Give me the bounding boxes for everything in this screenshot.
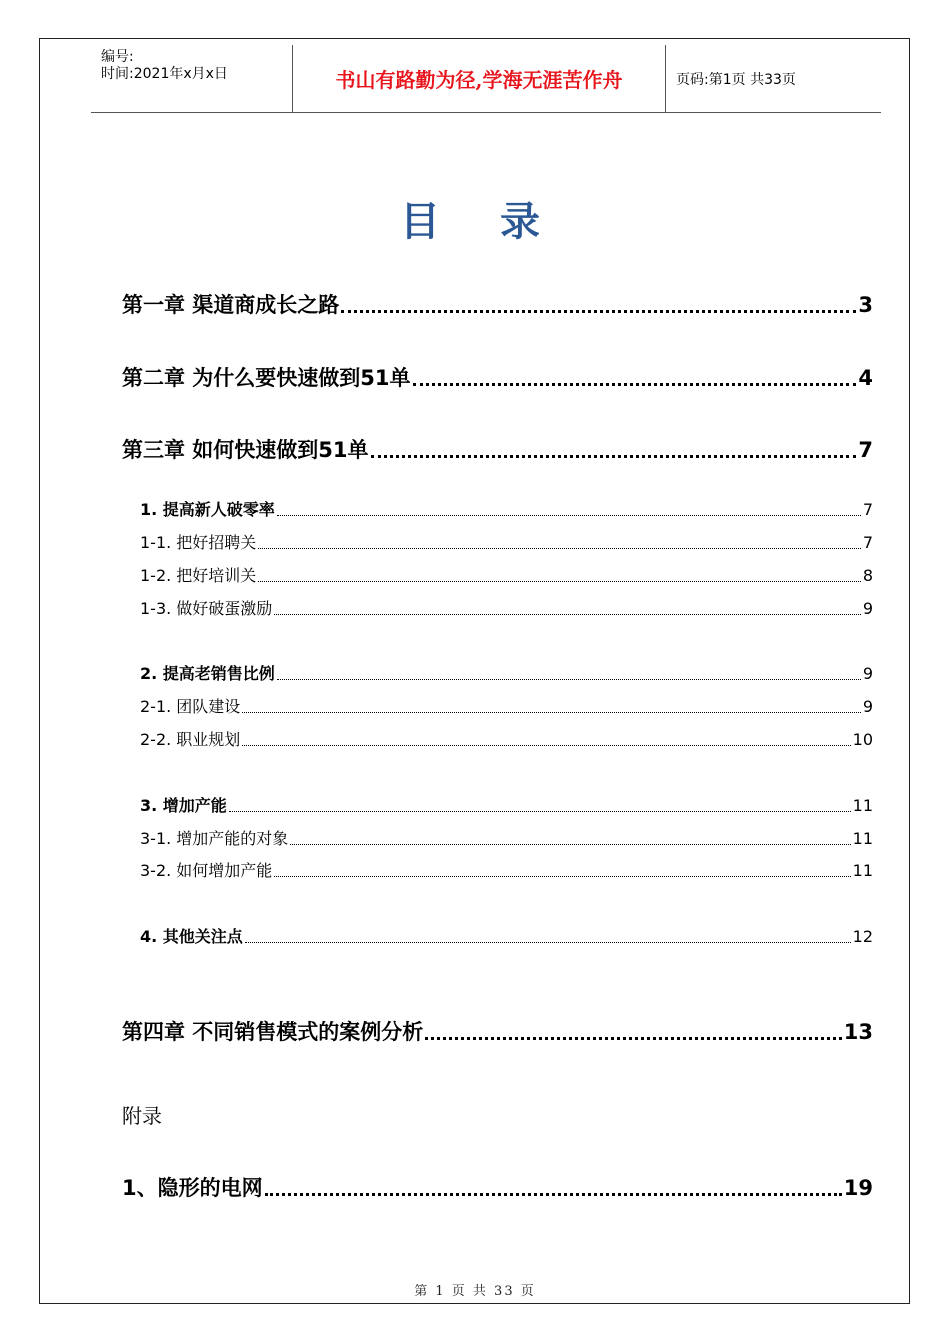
dot-leader [265, 1193, 842, 1196]
toc-section[interactable] [140, 826, 873, 849]
toc-label: 1-3. 做好破蛋激励 [140, 599, 273, 618]
toc-chapter-3[interactable] [122, 434, 873, 464]
toc-section[interactable] [140, 694, 873, 717]
toc-label: 第四章 不同销售模式的案例分析 [122, 1020, 424, 1044]
toc-label: 第一章 渠道商成长之路 [122, 293, 340, 317]
dot-leader [290, 844, 850, 845]
toc-section[interactable] [140, 497, 873, 520]
dot-leader [277, 515, 861, 516]
toc-page: 13 [843, 1020, 873, 1044]
dot-leader [274, 876, 850, 877]
page-header [91, 45, 881, 113]
toc-chapter-4[interactable] [122, 1016, 873, 1046]
toc-section[interactable] [140, 661, 873, 684]
toc-section[interactable] [140, 563, 873, 586]
time-label: 时间:2021年x月x日 [101, 66, 228, 82]
header-meta [91, 45, 293, 112]
dot-leader [258, 581, 861, 582]
dot-leader [245, 942, 851, 943]
page-footer: 第 1 页 共 33 页 [414, 1284, 536, 1299]
toc-label: 3-1. 增加产能的对象 [140, 829, 289, 848]
dot-leader [242, 712, 861, 713]
dot-leader [274, 614, 861, 615]
toc-section[interactable] [140, 727, 873, 750]
toc-page: 7 [862, 533, 873, 552]
toc-label: 2. 提高老销售比例 [140, 664, 275, 683]
toc-appendix-item[interactable] [122, 1172, 873, 1202]
toc-section[interactable] [140, 793, 873, 816]
header-motto: 书山有路勤为径,学海无涯苦作舟 [293, 45, 666, 112]
toc-page: 11 [852, 829, 873, 848]
dot-leader [425, 1037, 841, 1040]
dot-leader [413, 383, 857, 386]
header-page-label: 页码:第1页 共33页 [676, 71, 796, 88]
dot-leader [258, 548, 861, 549]
dot-leader [371, 455, 857, 458]
toc-page: 7 [858, 438, 873, 462]
toc-chapter-2[interactable] [122, 362, 873, 392]
toc-section[interactable] [140, 530, 873, 553]
toc-chapter-1[interactable] [122, 289, 873, 319]
toc-section[interactable] [140, 858, 873, 881]
toc-page: 19 [843, 1176, 873, 1200]
toc-page: 11 [852, 861, 873, 880]
toc-page: 4 [858, 366, 873, 390]
toc-label: 4. 其他关注点 [140, 927, 243, 946]
toc-title: 目录 [400, 199, 600, 245]
toc-section[interactable] [140, 596, 873, 619]
toc-label: 3. 增加产能 [140, 796, 227, 815]
number-label: 编号: [101, 49, 134, 65]
toc-label: 1. 提高新人破零率 [140, 500, 275, 519]
toc-page: 8 [862, 566, 873, 585]
toc-label: 2-2. 职业规划 [140, 730, 241, 749]
toc-page: 10 [852, 730, 873, 749]
dot-leader [229, 811, 851, 812]
toc-page: 11 [852, 796, 873, 815]
toc-label: 3-2. 如何增加产能 [140, 861, 273, 880]
appendix-title: 附录 [122, 1104, 162, 1128]
toc-label: 1、隐形的电网 [122, 1176, 263, 1200]
toc-page: 9 [862, 599, 873, 618]
toc-label: 2-1. 团队建设 [140, 697, 241, 716]
dot-leader [242, 745, 850, 746]
toc-label: 1-2. 把好培训关 [140, 566, 257, 585]
toc-label: 第二章 为什么要快速做到51单 [122, 366, 411, 390]
toc-label: 第三章 如何快速做到51单 [122, 438, 369, 462]
toc-label: 1-1. 把好招聘关 [140, 533, 257, 552]
toc-page: 9 [862, 664, 873, 683]
toc-page: 9 [862, 697, 873, 716]
toc-page: 12 [852, 927, 873, 946]
dot-leader [341, 310, 856, 313]
dot-leader [277, 679, 861, 680]
toc-page: 7 [862, 500, 873, 519]
toc-page: 3 [858, 293, 873, 317]
toc-section[interactable] [140, 924, 873, 947]
